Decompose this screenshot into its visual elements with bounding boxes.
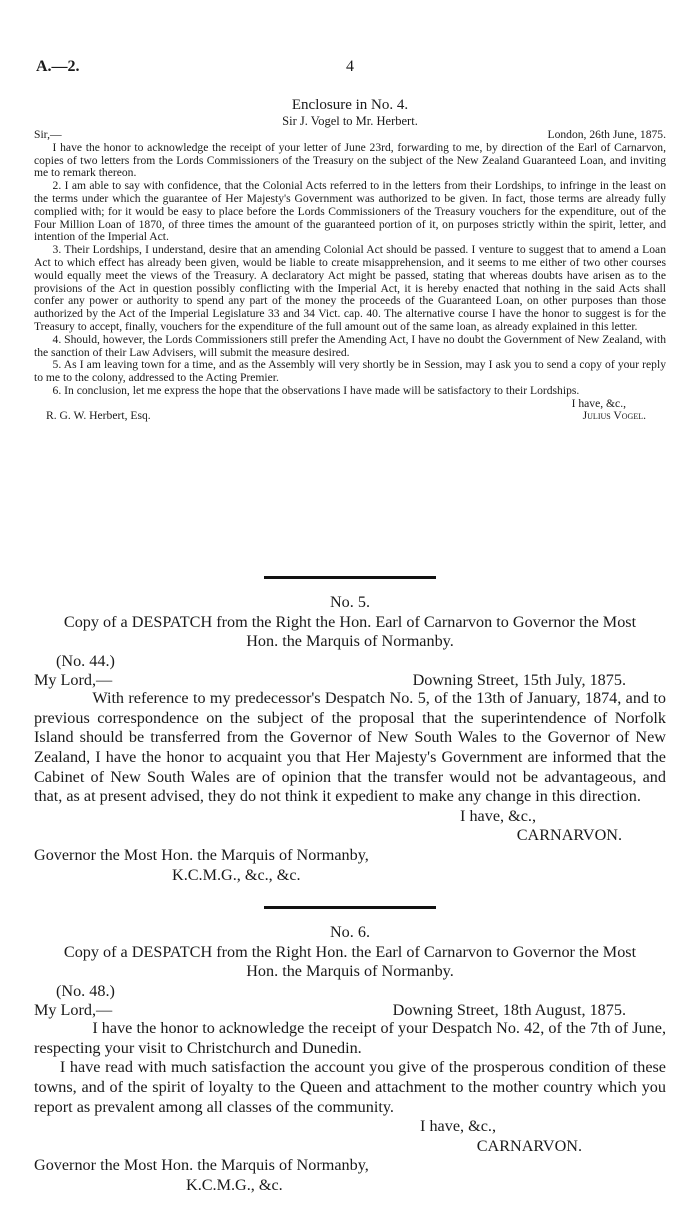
page-header bbox=[36, 58, 664, 80]
despatch-number: No. 5. bbox=[329, 593, 371, 611]
section-divider bbox=[264, 906, 436, 909]
despatch-paragraph: I have read with much satisfaction the account you give of the prosperous condition of these towns, and of the spirit of loyalty to the Queen and attachment to the mother country which you report as prevalent among all classes of the community. bbox=[34, 1058, 666, 1116]
enclosure-letter bbox=[34, 96, 666, 423]
enclosure-signature-row bbox=[34, 410, 666, 423]
despatch-addressee-line2: K.C.M.G., &c. bbox=[186, 1175, 283, 1194]
despatch-closing: I have, &c., bbox=[420, 1117, 496, 1136]
despatch-no-5 bbox=[34, 566, 666, 885]
enclosure-salutation: Sir,— bbox=[34, 128, 62, 141]
despatch-reference: (No. 48.) bbox=[56, 981, 115, 1000]
despatch-place-date: Downing Street, 15th July, 1875. bbox=[412, 671, 626, 690]
despatch-paragraph: With reference to my predecessor's Despatch No. 5, of the 13th of January, 1874, and to previous correspondence on the subject of the proposal that the superintendence of Norfolk Island should be transferred from the Governor of New South Wales to the Governor of New Zealand, I have the honor to acquaint you that Her Majesty's Government are informed that the Cabinet of New South Wales are of opinion that the transfer would not be advantageous, and that, as at present advised, they do not think it expedient to make any change in this direction. bbox=[34, 689, 666, 806]
despatch-addressee-line2: K.C.M.G., &c., &c. bbox=[172, 865, 301, 884]
section-label: A.—2. bbox=[36, 58, 80, 75]
enclosure-salutation-row bbox=[34, 129, 666, 142]
enclosure-paragraph: 5. As I am leaving town for a time, and as the Assembly will very shortly be in Session, may I ask you to send a copy of your reply to me to the colony, addressed to the Acting Premier. bbox=[34, 358, 666, 385]
page-number: 4 bbox=[346, 58, 354, 75]
enclosure-title: Enclosure in No. 4. bbox=[291, 97, 409, 113]
despatch-paragraph: I have the honor to acknowledge the receipt of your Despatch No. 42, of the 7th of June, respecting your visit to Christchurch and Dunedin. bbox=[34, 1019, 666, 1057]
enclosure-paragraph: 3. Their Lordships, I understand, desire that an amending Colonial Act should be passed. I venture to suggest that to amend a Loan Act to which effect has already been given, would be liable to create misapprehension, and it seems to me either of two other courses would equally meet the views of the Treasury. A declaratory Act might be passed, stating that whereas doubts have arisen as to the provisions of the Act in question possibly conflicting with the Imperial Act, it is hereby enacted that nothing in the said Acts shall confer any power or authority to spend any part of the money the proceeds of the Guaranteed Loan, on other purposes than those authorized by the Act of the Imperial Legislature 33 and 34 Vict. cap. 40. The alternative course I have the honor to suggest is for the Treasury to accept, finally, vouchers for the expenditure of the full amount out of the same loan, as already explained in this letter. bbox=[34, 243, 666, 333]
despatch-salutation-row bbox=[34, 671, 666, 689]
despatch-reference: (No. 44.) bbox=[56, 651, 115, 670]
despatch-salutation-row bbox=[34, 1001, 666, 1019]
despatch-signature: CARNARVON. bbox=[516, 826, 622, 845]
despatch-addressee-line1: Governor the Most Hon. the Marquis of Normanby, bbox=[34, 1156, 369, 1175]
despatch-addressee-line1: Governor the Most Hon. the Marquis of Normanby, bbox=[34, 845, 369, 864]
despatch-no-6 bbox=[34, 896, 666, 1196]
enclosure-paragraph: 2. I am able to say with confidence, that the Colonial Acts referred to in the letters from their Lordships, to infringe in the least on the terms under which the guarantee of Her Majesty's Government was authorized to be given. In fact, those terms are already fully complied with; for it would be easy to place before the Lords Commissioners of the Treasury vouchers for the expenditure, out of the Four Million Loan of 1870, of three times the amount of the guaranteed portion of it, on purposes strictly within the spirit, letter, and intention of the Imperial Act. bbox=[34, 179, 666, 244]
section-divider bbox=[264, 576, 436, 579]
despatch-title: Copy of a DESPATCH from the Right Hon. the Earl of Carnarvon to Governor the Most Hon. the Marquis of Normanby. bbox=[63, 942, 637, 981]
despatch-title: Copy of a DESPATCH from the Right the Hon. Earl of Carnarvon to Governor the Most Hon. the Marquis of Normanby. bbox=[63, 612, 637, 651]
despatch-salutation: My Lord,— bbox=[34, 1001, 113, 1020]
despatch-number: No. 6. bbox=[329, 923, 371, 941]
despatch-closing: I have, &c., bbox=[460, 806, 536, 825]
despatch-salutation: My Lord,— bbox=[34, 671, 113, 690]
despatch-signature: CARNARVON. bbox=[476, 1136, 582, 1155]
enclosure-paragraph: 4. Should, however, the Lords Commissioners still prefer the Amending Act, I have no doubt the Government of New Zealand, with the sanction of their Law Advisers, will submit the measure desired. bbox=[34, 332, 666, 359]
enclosure-place-date: London, 26th June, 1875. bbox=[547, 128, 666, 141]
enclosure-signature: Julius Vogel. bbox=[582, 409, 646, 423]
enclosure-closing: I have, &c., bbox=[571, 396, 626, 410]
enclosure-paragraph: 6. In conclusion, let me express the hope that the observations I have made will be satisfactory to their Lordships. bbox=[52, 383, 580, 397]
enclosure-paragraph: I have the honor to acknowledge the receipt of your letter of June 23rd, forwarding to me, by direction of the Earl of Carnarvon, copies of two letters from the Lords Commissioners of the Treasury on the subject of the New Zealand Guaranteed Loan, and inviting me to remark thereon. bbox=[34, 140, 666, 180]
despatch-place-date: Downing Street, 18th August, 1875. bbox=[392, 1001, 626, 1020]
enclosure-from-to: Sir J. Vogel to Mr. Herbert. bbox=[282, 114, 418, 128]
enclosure-addressee: R. G. W. Herbert, Esq. bbox=[46, 409, 151, 423]
